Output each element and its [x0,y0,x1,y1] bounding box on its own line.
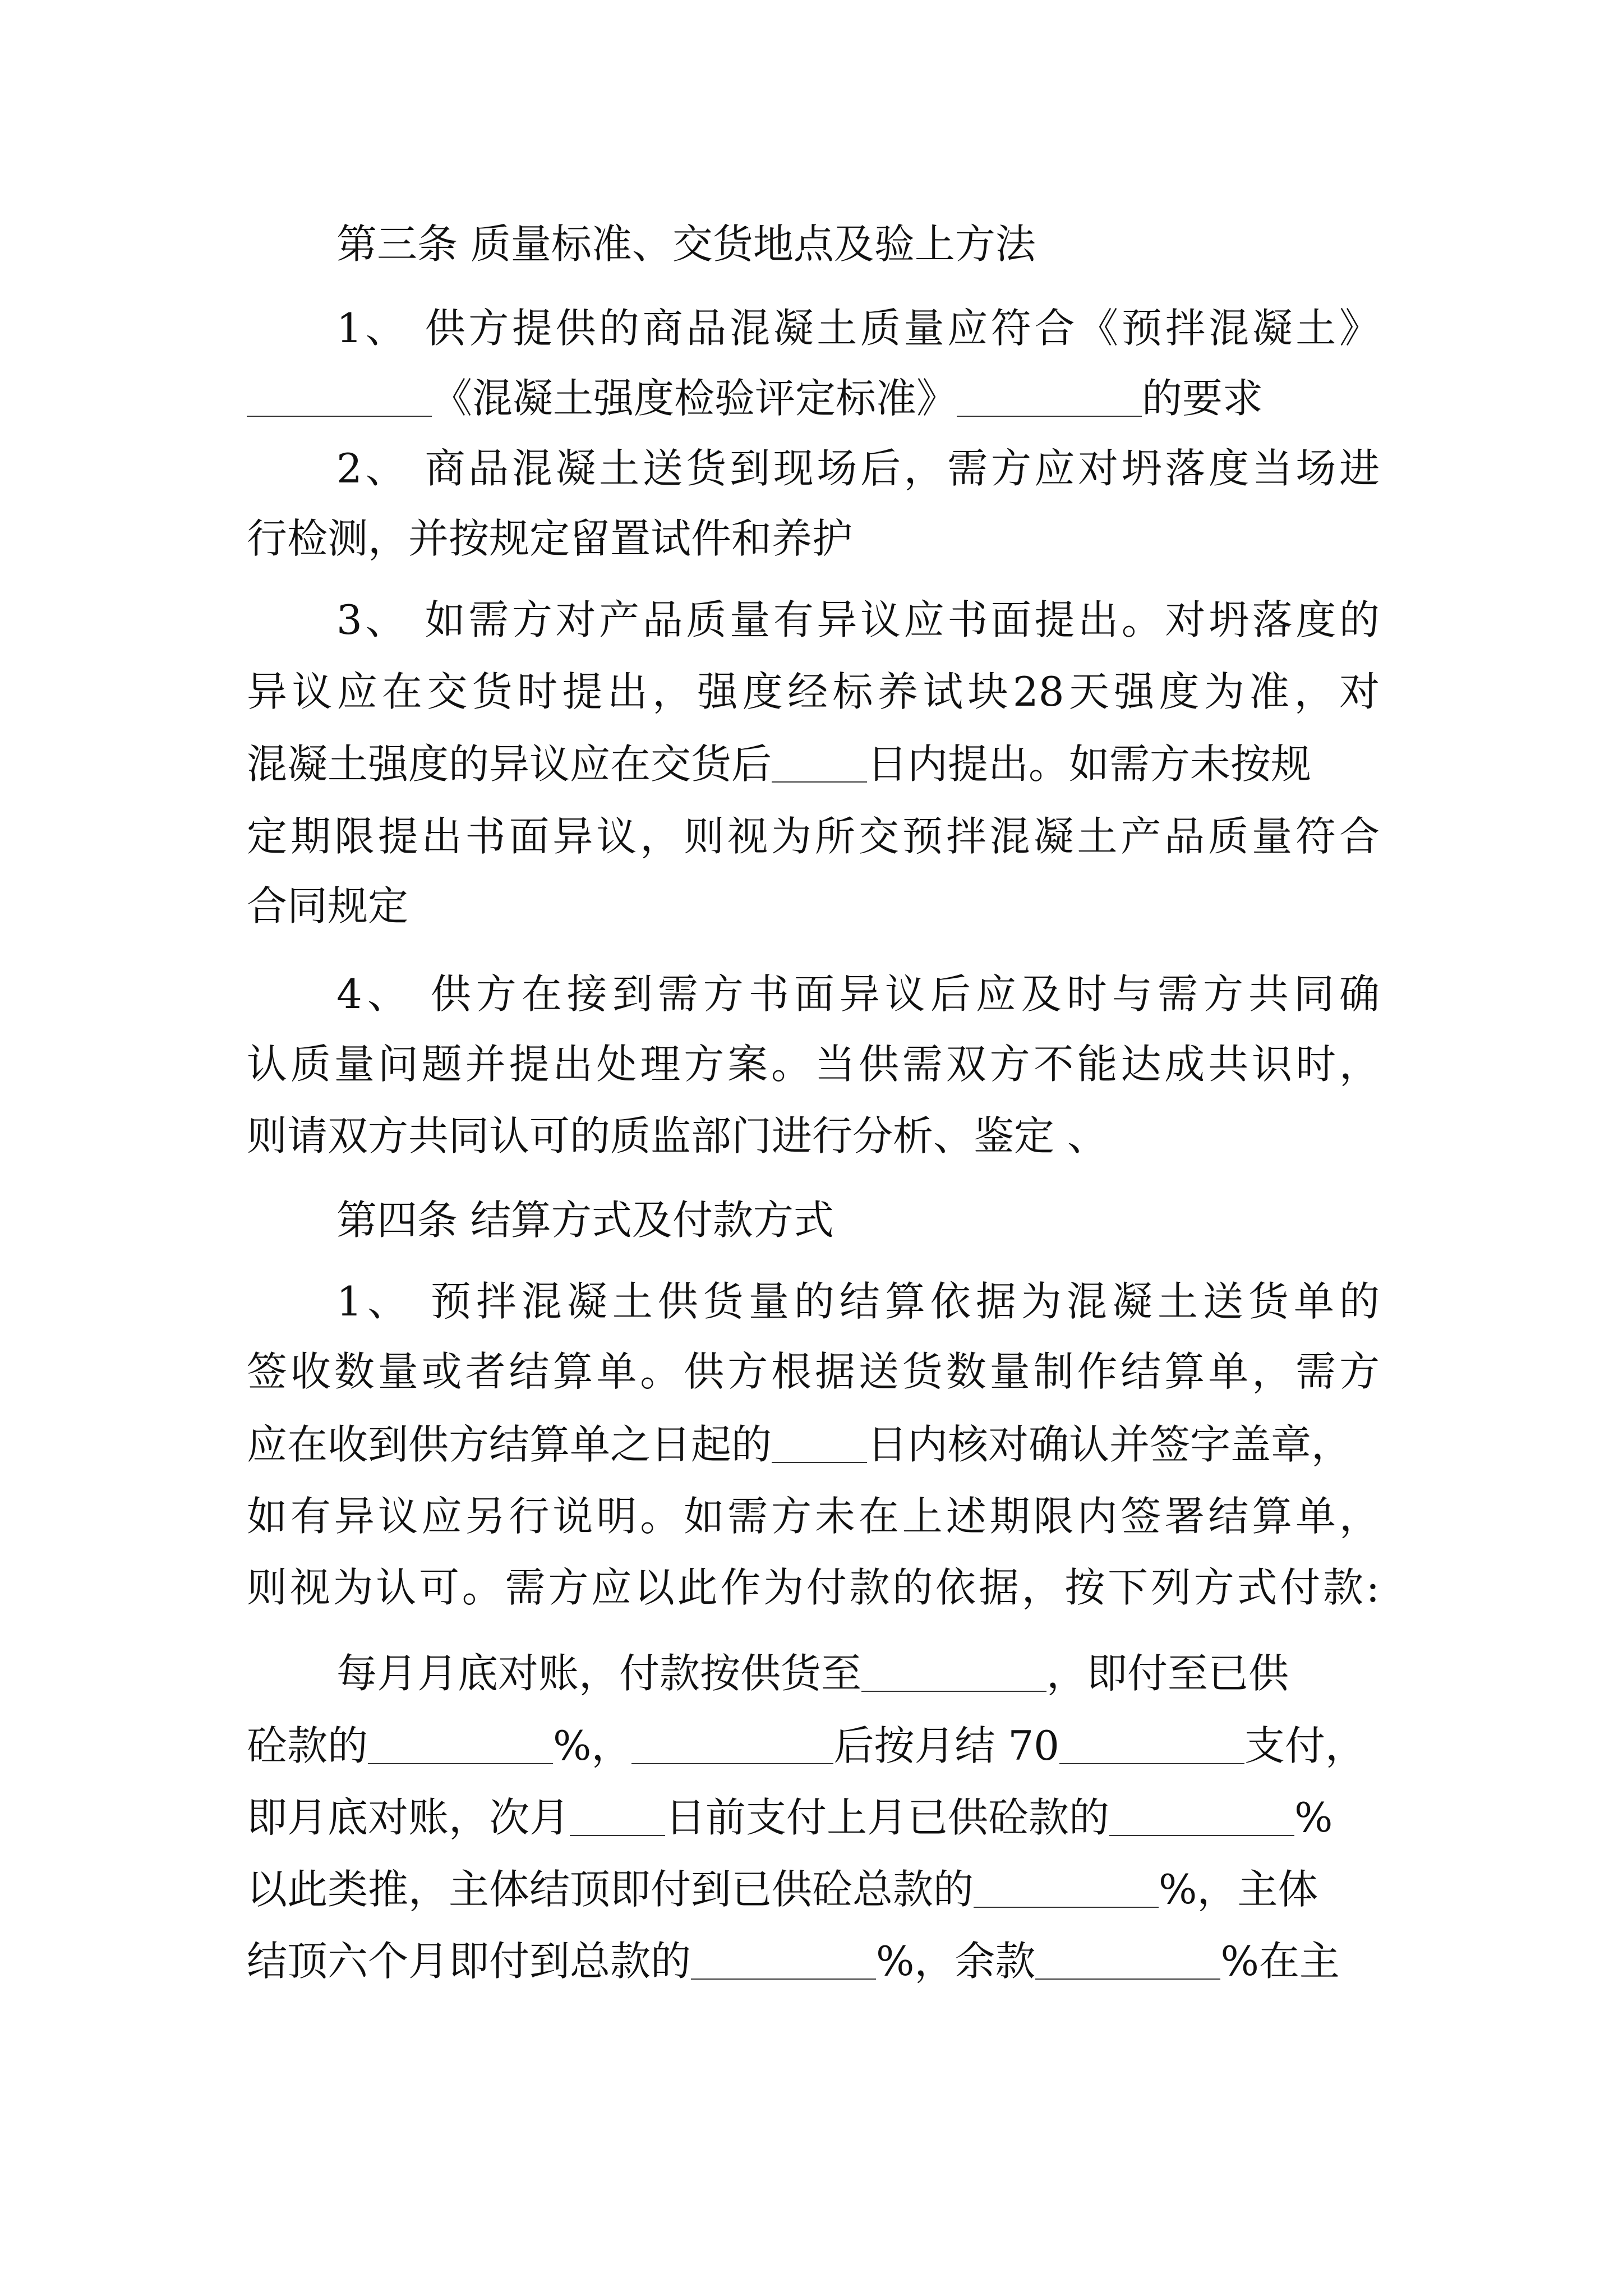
article3-item4-line2: 认质量问题并提出处理方案。当供需双方不能达成共识时， [247,1041,1380,1088]
text-segment: 后按月结 70 [833,1722,1059,1769]
article3-item3-line5: 合同规定 [247,882,409,930]
fill-blank [368,1723,553,1764]
fill-blank [957,375,1142,417]
text-segment: 支付， [1244,1722,1366,1769]
fill-blank [772,741,867,783]
payment-line2 [247,1715,1380,1777]
text-segment: 结顶六个月即付到总款的 [247,1938,691,1985]
text-segment: %，主体 [1159,1866,1318,1913]
text-segment: 即月底对账，次月 [247,1794,570,1841]
article3-item2-line2: 行检测，并按规定留置试件和养护 [247,515,853,562]
fill-blank [861,1650,1046,1692]
payment-line5 [247,1930,1380,1992]
article3-heading: 第三条 质量标准、交货地点及验上方法 [336,220,1036,268]
article3-item4-line3: 则请双方共同认可的质监部门进行分析、鉴定 、 [247,1112,1108,1159]
text-segment: 每月月底对账，付款按供货至 [336,1650,862,1697]
text-segment: 应在收到供方结算单之日起的 [247,1421,772,1468]
fill-blank [974,1866,1159,1908]
payment-line4 [247,1858,1380,1920]
article4-item1-line1: 1、 预拌混凝土供货量的结算依据为混凝土送货单的 [336,1278,1380,1325]
article3-item3-line1: 3、 如需方对产品质量有异议应书面提出。对坍落度的 [336,596,1380,643]
fill-blank [1059,1723,1244,1764]
text-segment: 的要求 [1142,375,1264,422]
text-segment: 砼款的 [247,1722,368,1769]
article3-item4-line1: 4、 供方在接到需方书面异议后应及时与需方共同确 [336,970,1380,1018]
article3-item1-line2 [247,367,1380,429]
text-segment: ，即付至已供 [1046,1650,1289,1697]
fill-blank [1035,1938,1220,1980]
fill-blank [570,1795,665,1836]
article3-item3-line3 [247,733,1380,795]
text-segment: 日内核对确认并签字盖章， [867,1421,1352,1468]
text-segment: 《混凝土强度检验评定标准》 [432,375,957,422]
article4-heading: 第四条 结算方式及付款方式 [336,1197,834,1244]
article3-item2-line1: 2、 商品混凝土送货到现场后，需方应对坍落度当场进 [336,445,1380,492]
article4-item1-line4: 如有异议应另行说明。如需方未在上述期限内签署结算单， [247,1493,1380,1540]
text-segment: %，余款 [876,1938,1036,1985]
fill-blank [631,1723,833,1764]
article3-item1-line1: 1、 供方提供的商品混凝土质量应符合《预拌混凝土》 [336,305,1380,352]
payment-line3 [247,1787,1380,1848]
fill-blank [1109,1795,1294,1836]
article4-item1-line3 [247,1414,1380,1475]
article3-item3-line4: 定期限提出书面异议，则视为所交预拌混凝土产品质量符合 [247,813,1380,860]
fill-blank [247,375,432,417]
article4-item1-line2: 签收数量或者结算单。供方根据送货数量制作结算单，需方 [247,1348,1380,1395]
fill-blank [772,1421,867,1463]
article3-item3-line2: 异议应在交货时提出，强度经标养试块28天强度为准，对 [247,668,1380,715]
text-segment: 日前支付上月已供砼款的 [665,1794,1110,1841]
article4-item1-line5: 则视为认可。需方应以此作为付款的依据，按下列方式付款: [247,1564,1380,1611]
text-segment: %， [553,1722,632,1769]
payment-line1 [336,1642,1380,1704]
text-segment: 日内提出。如需方未按规 [867,740,1312,788]
fill-blank [691,1938,876,1980]
text-segment: % [1294,1794,1333,1841]
text-segment: 以此类推，主体结顶即付到已供砼总款的 [247,1866,974,1913]
text-segment: 混凝土强度的异议应在交货后 [247,740,772,788]
text-segment: %在主 [1220,1938,1340,1985]
